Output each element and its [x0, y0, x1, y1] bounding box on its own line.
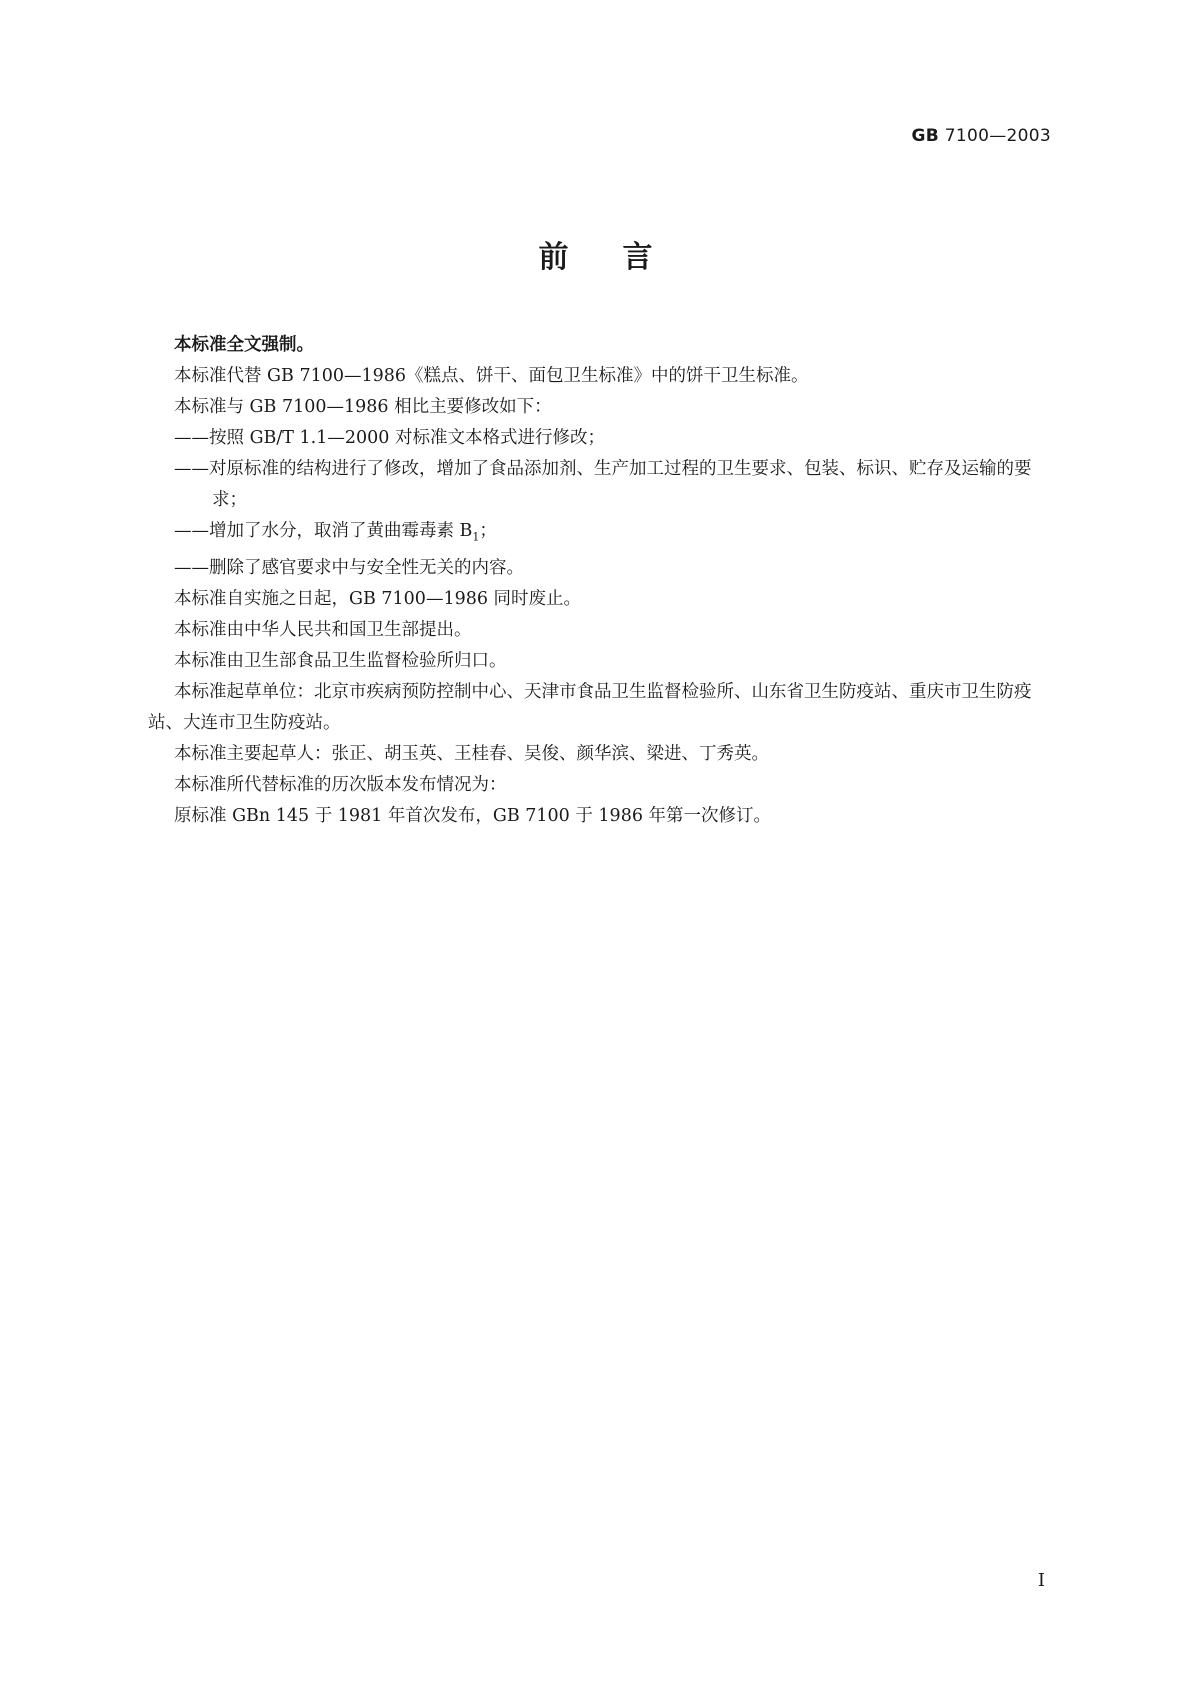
changes-intro: 本标准与 GB 7100—1986 相比主要修改如下： [174, 397, 552, 417]
change-item-moisture [148, 516, 1058, 553]
centralized-statement: 本标准由卫生部食品卫生监督检验所归口。 [174, 650, 507, 671]
standard-code-number: 7100—2003 [944, 126, 1051, 146]
page-title: 前言 [538, 240, 707, 275]
foreword-body [148, 330, 1058, 832]
drafting-units: 本标准起草单位：北京市疾病预防控制中心、天津市食品卫生监督检验所、山东省卫生防疫站、重庆市卫生防疫站、大连市卫生防疫站。 [148, 681, 1032, 733]
change-item-sensory: ——删除了感官要求中与安全性无关的内容。 [174, 557, 524, 578]
change-item-moisture-subscript: 1 [472, 530, 480, 544]
replacement-statement: 本标准代替 GB 7100—1986《糕点、饼干、面包卫生标准》中的饼干卫生标准。 [174, 366, 809, 386]
page-number: I [1037, 1570, 1045, 1591]
standard-code [912, 126, 1051, 146]
version-history: 原标准 GBn 145 于 1981 年首次发布，GB 7100 于 1986 年第一次修订。 [174, 805, 772, 826]
proposer-statement: 本标准由中华人民共和国卫生部提出。 [174, 619, 472, 640]
standard-code-prefix: GB [911, 126, 940, 146]
change-item-structure: ——对原标准的结构进行了修改，增加了食品添加剂、生产加工过程的卫生要求、包装、标识、贮存及运输的要求； [174, 459, 1032, 510]
change-item-format: ——按照 GB/T 1.1—2000 对标准文本格式进行修改； [174, 428, 605, 448]
change-item-moisture-end: ； [479, 521, 497, 541]
abolition-statement: 本标准自实施之日起，GB 7100—1986 同时废止。 [174, 588, 582, 609]
version-history-intro: 本标准所代替标准的历次版本发布情况为： [174, 774, 507, 795]
change-item-moisture-text: ——增加了水分，取消了黄曲霉毒素 B [174, 521, 473, 541]
drafters: 本标准主要起草人：张正、胡玉英、王桂春、吴俊、颜华滨、梁进、丁秀英。 [174, 743, 769, 764]
mandatory-statement: 本标准全文强制。 [174, 335, 314, 355]
